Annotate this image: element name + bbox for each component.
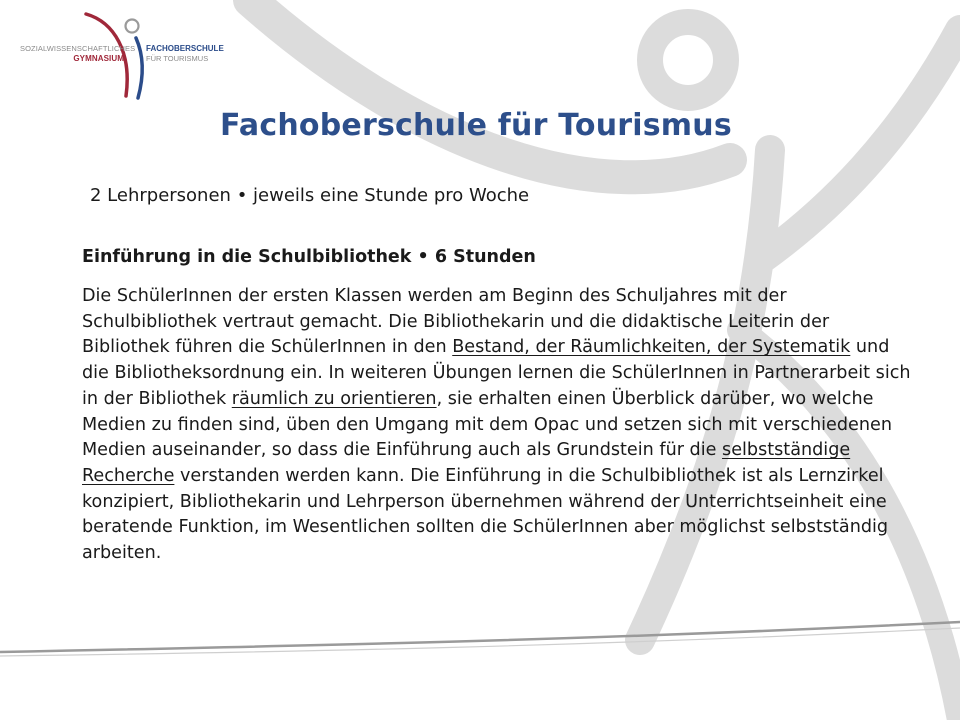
logo-right-line1: FACHOBERSCHULE	[146, 44, 224, 53]
body-underline-orientieren: räumlich zu orientieren	[231, 388, 437, 409]
logo-right-line2: FÜR TOURISMUS	[146, 54, 209, 63]
body-text-2: und die Bibliotheksordnung ein. In weiteren Übungen lernen die SchülerInnen in Partnerarbeit sich in der Bibliothek	[82, 337, 911, 409]
section-heading-part1: Einführung in die Schulbibliothek	[82, 247, 412, 267]
section-body	[82, 284, 912, 567]
decor-bottom-sweep	[0, 622, 960, 652]
body-underline-bestand: Bestand, der Räumlichkeiten, der Systematik	[452, 337, 851, 358]
body-text-1: Die SchülerInnen der ersten Klassen werden am Beginn des Schuljahres mit der Schulbibliothek vertraut gemacht. Die Bibliothekarin und die didaktische Leiterin der Bibliothek führen die SchülerInnen in den	[82, 286, 830, 358]
subtitle	[90, 185, 790, 206]
logo-blue-arc	[136, 38, 142, 98]
bullet-icon: •	[417, 247, 429, 267]
page-title: Fachoberschule für Tourismus	[220, 108, 732, 143]
logo-left-line2: GYMNASIUM	[73, 54, 124, 63]
logo-left-line1: SOZIALWISSENSCHAFTLICHES	[20, 44, 136, 53]
body-underline-recherche: selbstständige Recherche	[82, 440, 851, 486]
subtitle-part2: jeweils eine Stunde pro Woche	[253, 185, 530, 206]
body-text-3: , sie erhalten einen Überblick darüber, wo welche Medien zu finden sind, üben den Umgang mit dem Opac und setzen sich mit verschiedenen Medien auseinander, so dass die Einführung auch als Grundstein für die	[82, 388, 892, 461]
subtitle-part1: 2 Lehrpersonen	[90, 185, 231, 206]
decor-arm-right	[760, 30, 960, 260]
body-text-4: verstanden werden kann. Die Einführung in die Schulbibliothek ist als Lernzirkel konzipiert, Bibliothekarin und Lehrperson übernehmen während der Unterrichtseinheit eine beratende Funktion, im Wesentlichen sollten die SchülerInnen aber möglichst selbstständig arbeiten.	[82, 465, 889, 564]
section-heading	[82, 247, 782, 267]
decor-head	[650, 22, 726, 98]
bullet-icon: •	[236, 185, 248, 206]
section-heading-part2: 6 Stunden	[434, 247, 536, 267]
logo-circle	[126, 20, 139, 33]
logo-text-left	[20, 44, 136, 64]
logo-text-right	[146, 44, 236, 64]
